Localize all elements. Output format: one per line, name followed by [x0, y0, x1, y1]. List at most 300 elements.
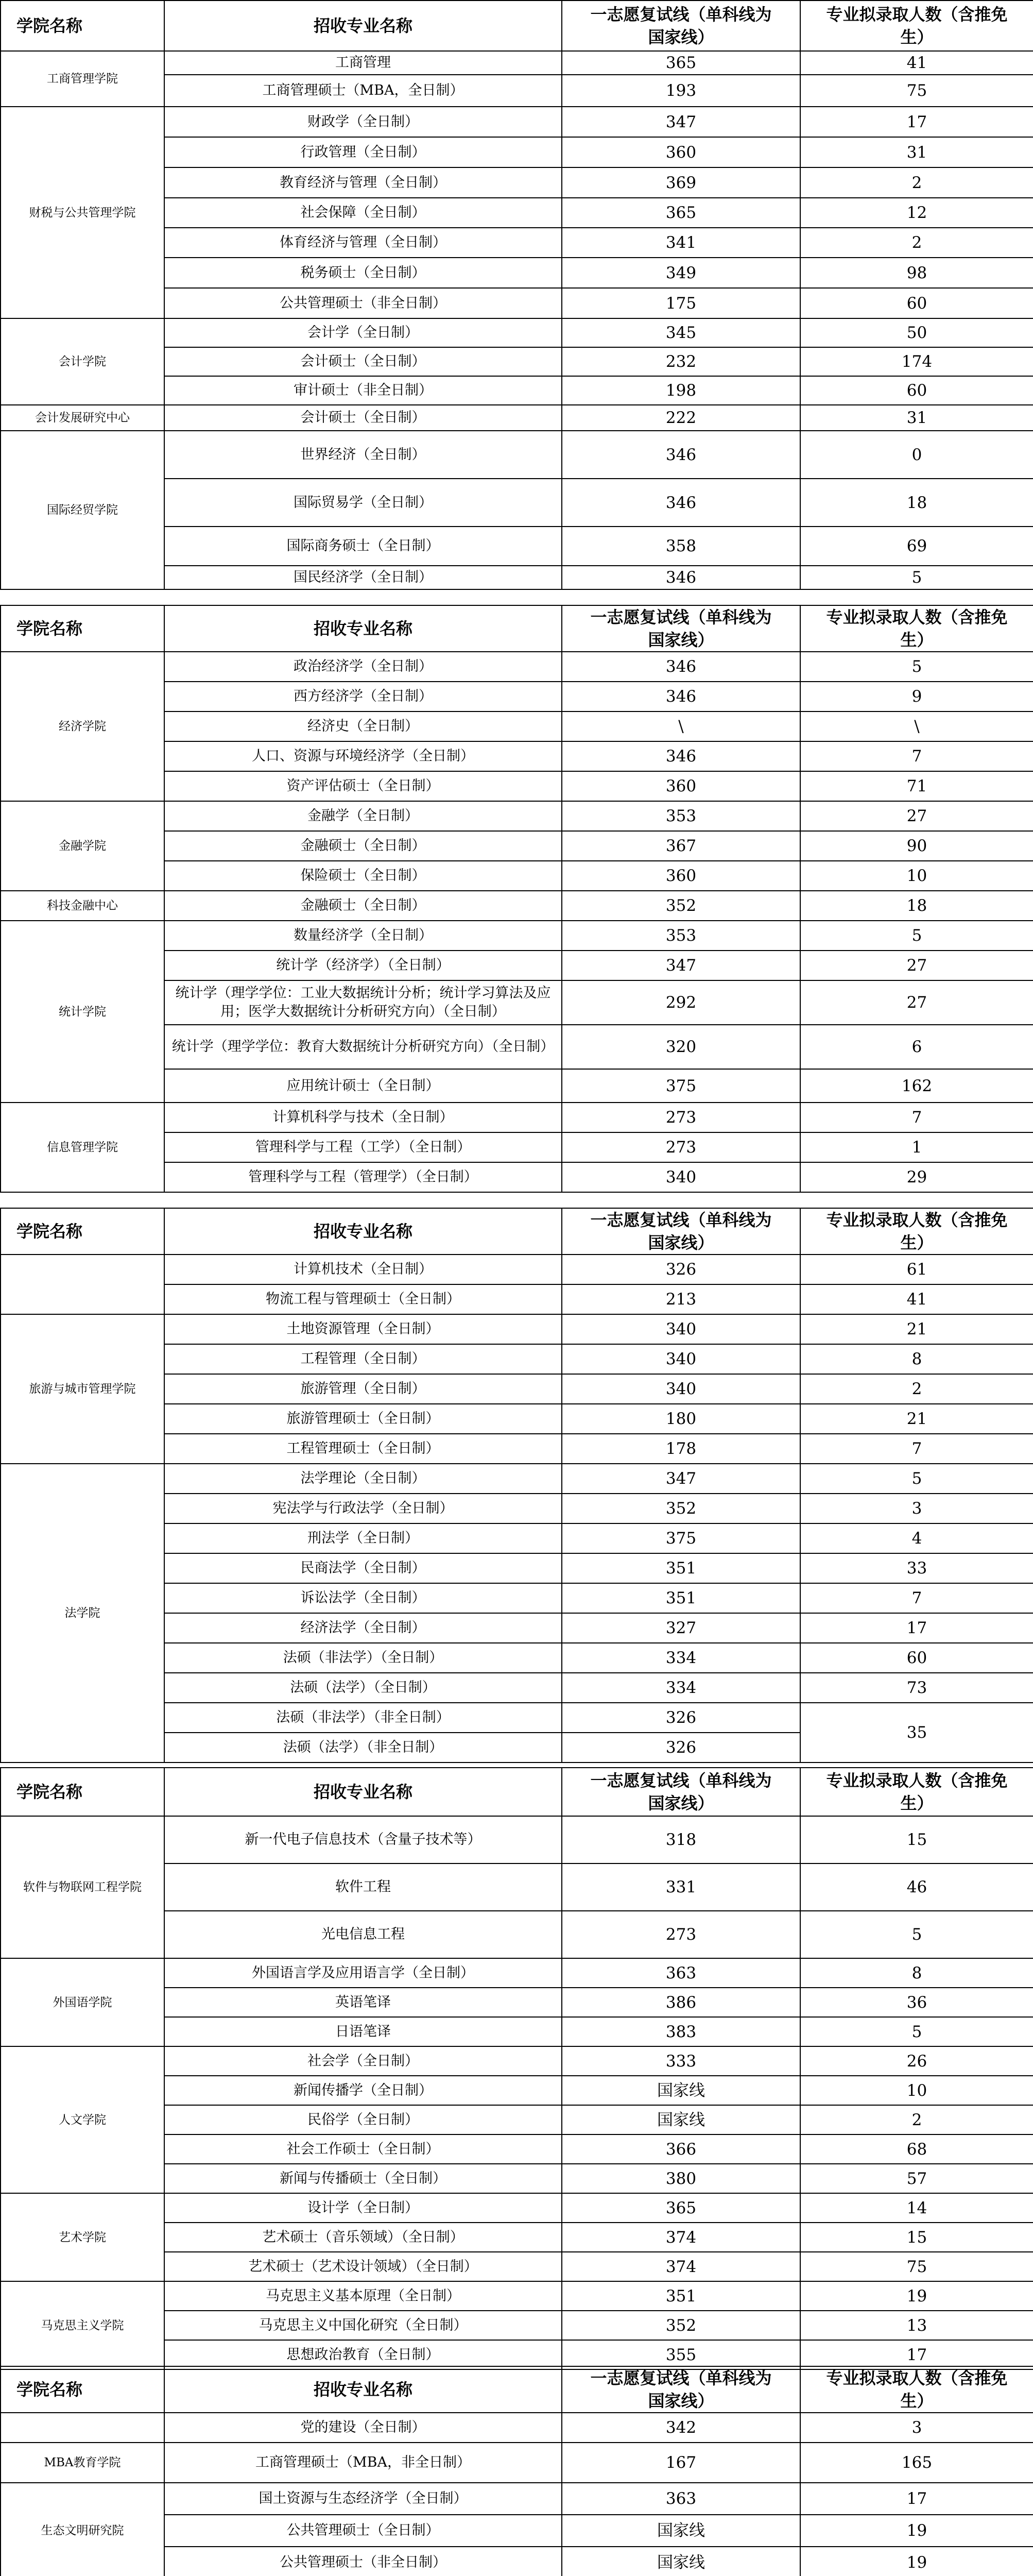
score-line-cell: 334 — [562, 1643, 800, 1673]
college-cell: 工商管理学院 — [1, 51, 164, 107]
score-line-cell: 273 — [562, 1132, 800, 1162]
table-row — [1, 318, 1033, 347]
score-line-cell: 347 — [562, 951, 800, 980]
header-count-line1: 专业拟录取人数（含推免 — [826, 2368, 1008, 2388]
major-cell: 数量经济学（全日制） — [164, 921, 562, 951]
score-line-cell: 327 — [562, 1613, 800, 1643]
major-cell: 管理科学与工程（管理学）（全日制） — [164, 1162, 562, 1192]
score-line-cell: 180 — [562, 1404, 800, 1434]
major-cell: 公共管理硕士（非全日制） — [164, 2547, 562, 2576]
score-line-cell: 360 — [562, 861, 800, 891]
college-cell: 经济学院 — [1, 652, 164, 801]
major-cell: 法硕（非法学）（非全日制） — [164, 1703, 562, 1733]
admit-count-cell: 6 — [800, 1025, 1033, 1069]
college-cell: 信息管理学院 — [1, 1103, 164, 1192]
major-cell: 人口、资源与环境经济学（全日制） — [164, 741, 562, 771]
college-cell: MBA教育学院 — [1, 2443, 164, 2483]
table-row — [1, 405, 1033, 431]
admit-count-cell: 0 — [800, 431, 1033, 479]
admit-count-cell: 60 — [800, 288, 1033, 318]
admit-count-cell: 8 — [800, 1344, 1033, 1374]
admit-count-cell: 17 — [800, 2483, 1033, 2515]
header-college: 学院名称 — [1, 1768, 164, 1816]
score-line-cell: 360 — [562, 771, 800, 801]
score-line-cell: 346 — [562, 479, 800, 527]
admit-count-cell: 50 — [800, 318, 1033, 347]
admit-count-cell: 18 — [800, 891, 1033, 921]
admit-count-cell: 46 — [800, 1863, 1033, 1911]
major-cell: 工商管理 — [164, 51, 562, 75]
score-line-cell: 222 — [562, 405, 800, 431]
major-cell: 国民经济学（全日制） — [164, 566, 562, 589]
major-cell: 国际贸易学（全日制） — [164, 479, 562, 527]
score-line-cell: 326 — [562, 1703, 800, 1733]
admit-count-cell: 60 — [800, 376, 1033, 405]
score-line-cell: 365 — [562, 2193, 800, 2223]
score-line-cell: 365 — [562, 51, 800, 75]
major-cell: 国土资源与生态经济学（全日制） — [164, 2483, 562, 2515]
header-line — [562, 605, 800, 652]
table-row — [1, 1314, 1033, 1344]
college-cell: 软件与物联网工程学院 — [1, 1816, 164, 1958]
score-line-cell: 346 — [562, 431, 800, 479]
header-line-line2: 国家线） — [648, 1233, 714, 1252]
admit-count-cell: 21 — [800, 1404, 1033, 1434]
score-line-cell: 340 — [562, 1344, 800, 1374]
header-count — [800, 2366, 1033, 2413]
score-line-cell: 352 — [562, 891, 800, 921]
college-cell — [1, 2413, 164, 2443]
admit-count-cell: 5 — [800, 566, 1033, 589]
major-cell: 保险硕士（全日制） — [164, 861, 562, 891]
admit-count-cell: 174 — [800, 347, 1033, 376]
admit-count-cell: 73 — [800, 1673, 1033, 1703]
major-cell: 英语笔译 — [164, 1988, 562, 2017]
score-line-cell: 213 — [562, 1284, 800, 1314]
score-line-cell: 375 — [562, 1069, 800, 1103]
admit-count-cell: 162 — [800, 1069, 1033, 1103]
major-cell: 教育经济与管理（全日制） — [164, 167, 562, 198]
admit-count-cell: 165 — [800, 2443, 1033, 2483]
score-line-cell: 352 — [562, 1494, 800, 1523]
score-line-cell: 326 — [562, 1255, 800, 1284]
admit-count-cell: 10 — [800, 2076, 1033, 2105]
admission-table-block — [0, 1767, 1033, 2370]
major-cell: 计算机科学与技术（全日制） — [164, 1103, 562, 1132]
major-cell: 金融学（全日制） — [164, 801, 562, 831]
admit-count-cell: 41 — [800, 51, 1033, 75]
admit-count-cell: 14 — [800, 2193, 1033, 2223]
admit-count-cell: 90 — [800, 831, 1033, 861]
admit-count-cell: 5 — [800, 1464, 1033, 1494]
major-cell: 会计硕士（全日制） — [164, 347, 562, 376]
table-header-row — [1, 605, 1033, 652]
admit-count-cell: 7 — [800, 1583, 1033, 1613]
table-row — [1, 1103, 1033, 1132]
score-line-cell: 347 — [562, 1464, 800, 1494]
major-cell: 会计学（全日制） — [164, 318, 562, 347]
admit-count-cell: 3 — [800, 1494, 1033, 1523]
score-line-cell: 353 — [562, 801, 800, 831]
score-line-cell: 198 — [562, 376, 800, 405]
header-count — [800, 605, 1033, 652]
admit-count-cell: 10 — [800, 861, 1033, 891]
college-cell: 国际经贸学院 — [1, 431, 164, 589]
table-header-row — [1, 2366, 1033, 2413]
admit-count-cell: 69 — [800, 527, 1033, 566]
admit-count-cell: 15 — [800, 2223, 1033, 2252]
header-count — [800, 1768, 1033, 1816]
score-line-cell: 363 — [562, 1958, 800, 1988]
major-cell: 党的建设（全日制） — [164, 2413, 562, 2443]
admit-count-cell: 2 — [800, 167, 1033, 198]
major-cell: 社会工作硕士（全日制） — [164, 2134, 562, 2164]
admit-count-cell: 1 — [800, 1132, 1033, 1162]
admit-count-cell: 17 — [800, 107, 1033, 137]
score-line-cell: 386 — [562, 1988, 800, 2017]
admit-count-cell: 5 — [800, 921, 1033, 951]
header-major: 招收专业名称 — [164, 1208, 562, 1255]
major-cell: 刑法学（全日制） — [164, 1523, 562, 1553]
table-row — [1, 2193, 1033, 2223]
major-cell: 体育经济与管理（全日制） — [164, 228, 562, 258]
score-line-cell: 232 — [562, 347, 800, 376]
table-row — [1, 1958, 1033, 1988]
major-cell: 公共管理硕士（非全日制） — [164, 288, 562, 318]
major-cell: 民商法学（全日制） — [164, 1553, 562, 1583]
table-header-row — [1, 1208, 1033, 1255]
score-line-cell: 193 — [562, 75, 800, 107]
admit-count-cell: 9 — [800, 682, 1033, 711]
score-line-cell: 175 — [562, 288, 800, 318]
score-line-cell: 358 — [562, 527, 800, 566]
score-line-cell: 346 — [562, 682, 800, 711]
score-line-cell: 345 — [562, 318, 800, 347]
admission-table-block — [0, 2366, 1033, 2576]
admit-count-cell: 71 — [800, 771, 1033, 801]
admission-table-block — [0, 0, 1033, 590]
score-line-cell: 374 — [562, 2223, 800, 2252]
score-line-cell: 国家线 — [562, 2076, 800, 2105]
header-line-line2: 国家线） — [648, 630, 714, 650]
score-line-cell: 365 — [562, 198, 800, 228]
college-cell: 生态文明研究院 — [1, 2483, 164, 2576]
major-cell: 艺术硕士（音乐领域）（全日制） — [164, 2223, 562, 2252]
admit-count-cell: \ — [800, 711, 1033, 741]
header-line-line1: 一志愿复试线（单科线为 — [590, 1771, 772, 1790]
header-college: 学院名称 — [1, 2366, 164, 2413]
major-cell: 审计硕士（非全日制） — [164, 376, 562, 405]
major-cell: 物流工程与管理硕士（全日制） — [164, 1284, 562, 1314]
major-cell: 法学理论（全日制） — [164, 1464, 562, 1494]
major-cell: 金融硕士（全日制） — [164, 891, 562, 921]
admit-count-cell: 68 — [800, 2134, 1033, 2164]
score-line-cell: 340 — [562, 1374, 800, 1404]
header-major: 招收专业名称 — [164, 605, 562, 652]
major-cell: 税务硕士（全日制） — [164, 258, 562, 288]
college-cell: 科技金融中心 — [1, 891, 164, 921]
table-row — [1, 2046, 1033, 2076]
admit-count-cell: 60 — [800, 1643, 1033, 1673]
admit-count-cell: 18 — [800, 479, 1033, 527]
header-line-line1: 一志愿复试线（单科线为 — [590, 2368, 772, 2388]
college-cell: 法学院 — [1, 1464, 164, 1762]
major-cell: 统计学（理学学位：工业大数据统计分析；统计学习算法及应用；医学大数据统计分析研究方向）（全日制） — [164, 980, 562, 1025]
score-line-cell: 334 — [562, 1673, 800, 1703]
major-cell: 统计学（经济学）（全日制） — [164, 951, 562, 980]
admit-count-cell: 3 — [800, 2413, 1033, 2443]
admit-count-cell: 17 — [800, 1613, 1033, 1643]
admit-count-cell: 75 — [800, 75, 1033, 107]
header-line-line2: 国家线） — [648, 1793, 714, 1813]
major-cell: 工程管理硕士（全日制） — [164, 1434, 562, 1464]
score-line-cell: 360 — [562, 137, 800, 167]
major-cell: 会计硕士（全日制） — [164, 405, 562, 431]
major-cell: 新闻传播学（全日制） — [164, 2076, 562, 2105]
admit-count-cell: 31 — [800, 137, 1033, 167]
admit-count-cell: 35 — [800, 1703, 1033, 1762]
header-count — [800, 1208, 1033, 1255]
header-count — [800, 1, 1033, 51]
table-row — [1, 891, 1033, 921]
admit-count-cell: 19 — [800, 2281, 1033, 2311]
admit-count-cell: 7 — [800, 1434, 1033, 1464]
admit-count-cell: 57 — [800, 2164, 1033, 2193]
major-cell: 马克思主义中国化研究（全日制） — [164, 2311, 562, 2340]
major-cell: 艺术硕士（艺术设计领域）（全日制） — [164, 2252, 562, 2281]
admit-count-cell: 15 — [800, 1816, 1033, 1863]
header-line-line1: 一志愿复试线（单科线为 — [590, 607, 772, 627]
major-cell: 国际商务硕士（全日制） — [164, 527, 562, 566]
major-cell: 软件工程 — [164, 1863, 562, 1911]
admit-count-cell: 29 — [800, 1162, 1033, 1192]
table-row — [1, 1255, 1033, 1284]
admit-count-cell: 5 — [800, 1911, 1033, 1958]
major-cell: 政治经济学（全日制） — [164, 652, 562, 682]
admit-count-cell: 12 — [800, 198, 1033, 228]
major-cell: 公共管理硕士（全日制） — [164, 2515, 562, 2547]
admit-count-cell: 36 — [800, 1988, 1033, 2017]
admit-count-cell: 61 — [800, 1255, 1033, 1284]
major-cell: 资产评估硕士（全日制） — [164, 771, 562, 801]
header-count-line1: 专业拟录取人数（含推免 — [826, 1771, 1008, 1790]
score-line-cell: 352 — [562, 2311, 800, 2340]
major-cell: 旅游管理（全日制） — [164, 1374, 562, 1404]
score-line-cell: 349 — [562, 258, 800, 288]
admit-count-cell: 27 — [800, 801, 1033, 831]
header-line — [562, 1208, 800, 1255]
table-row — [1, 2413, 1033, 2443]
major-cell: 西方经济学（全日制） — [164, 682, 562, 711]
college-cell: 金融学院 — [1, 801, 164, 891]
score-line-cell: 340 — [562, 1314, 800, 1344]
major-cell: 财政学（全日制） — [164, 107, 562, 137]
admit-count-cell: 5 — [800, 2017, 1033, 2046]
college-cell: 会计学院 — [1, 318, 164, 405]
admit-count-cell: 33 — [800, 1553, 1033, 1583]
major-cell: 光电信息工程 — [164, 1911, 562, 1958]
admit-count-cell: 19 — [800, 2547, 1033, 2576]
header-count-line2: 生） — [900, 1233, 934, 1252]
admit-count-cell: 21 — [800, 1314, 1033, 1344]
score-line-cell: 346 — [562, 652, 800, 682]
admit-count-cell: 7 — [800, 741, 1033, 771]
header-line-line1: 一志愿复试线（单科线为 — [590, 1210, 772, 1230]
college-cell: 旅游与城市管理学院 — [1, 1314, 164, 1464]
major-cell: 日语笔译 — [164, 2017, 562, 2046]
admit-count-cell: 2 — [800, 1374, 1033, 1404]
major-cell: 马克思主义基本原理（全日制） — [164, 2281, 562, 2311]
score-line-cell: 178 — [562, 1434, 800, 1464]
admit-count-cell: 5 — [800, 652, 1033, 682]
score-line-cell: 273 — [562, 1103, 800, 1132]
header-line — [562, 1768, 800, 1816]
score-line-cell: 383 — [562, 2017, 800, 2046]
admit-count-cell: 7 — [800, 1103, 1033, 1132]
header-line-line2: 国家线） — [648, 27, 714, 47]
header-major: 招收专业名称 — [164, 2366, 562, 2413]
header-major: 招收专业名称 — [164, 1, 562, 51]
score-line-cell: 292 — [562, 980, 800, 1025]
admit-count-cell: 2 — [800, 2105, 1033, 2134]
major-cell: 金融硕士（全日制） — [164, 831, 562, 861]
score-line-cell: 380 — [562, 2164, 800, 2193]
header-count-line2: 生） — [900, 630, 934, 650]
table-header-row — [1, 1768, 1033, 1816]
score-line-cell: 374 — [562, 2252, 800, 2281]
score-line-cell: 351 — [562, 1583, 800, 1613]
header-college: 学院名称 — [1, 1208, 164, 1255]
college-cell: 马克思主义学院 — [1, 2281, 164, 2369]
admit-count-cell: 13 — [800, 2311, 1033, 2340]
major-cell: 社会学（全日制） — [164, 2046, 562, 2076]
header-count-line2: 生） — [900, 2391, 934, 2411]
admit-count-cell: 75 — [800, 2252, 1033, 2281]
major-cell: 民俗学（全日制） — [164, 2105, 562, 2134]
major-cell: 宪法学与行政法学（全日制） — [164, 1494, 562, 1523]
major-cell: 经济法学（全日制） — [164, 1613, 562, 1643]
score-line-cell: 326 — [562, 1733, 800, 1762]
header-count-line1: 专业拟录取人数（含推免 — [826, 5, 1008, 24]
header-count-line2: 生） — [900, 1793, 934, 1813]
header-college: 学院名称 — [1, 605, 164, 652]
score-line-cell: 国家线 — [562, 2515, 800, 2547]
table-row — [1, 1816, 1033, 1863]
score-line-cell: 351 — [562, 1553, 800, 1583]
score-line-cell: 346 — [562, 741, 800, 771]
admit-count-cell: 19 — [800, 2515, 1033, 2547]
table-row — [1, 51, 1033, 75]
admit-count-cell: 98 — [800, 258, 1033, 288]
major-cell: 设计学（全日制） — [164, 2193, 562, 2223]
college-cell: 人文学院 — [1, 2046, 164, 2193]
header-college: 学院名称 — [1, 1, 164, 51]
score-line-cell: 363 — [562, 2483, 800, 2515]
header-line-line2: 国家线） — [648, 2391, 714, 2411]
admit-count-cell: 8 — [800, 1958, 1033, 1988]
major-cell: 行政管理（全日制） — [164, 137, 562, 167]
header-count-line2: 生） — [900, 27, 934, 47]
admit-count-cell: 27 — [800, 980, 1033, 1025]
major-cell: 旅游管理硕士（全日制） — [164, 1404, 562, 1434]
score-line-cell: 347 — [562, 107, 800, 137]
table-row — [1, 1464, 1033, 1494]
header-line-line1: 一志愿复试线（单科线为 — [590, 5, 772, 24]
score-line-cell: 国家线 — [562, 2105, 800, 2134]
score-line-cell: 342 — [562, 2413, 800, 2443]
admit-count-cell: 41 — [800, 1284, 1033, 1314]
header-count-line1: 专业拟录取人数（含推免 — [826, 607, 1008, 627]
table-row — [1, 107, 1033, 137]
score-line-cell: 331 — [562, 1863, 800, 1911]
score-line-cell: 367 — [562, 831, 800, 861]
major-cell: 管理科学与工程（工学）（全日制） — [164, 1132, 562, 1162]
score-line-cell: 273 — [562, 1911, 800, 1958]
major-cell: 工商管理硕士（MBA，非全日制） — [164, 2443, 562, 2483]
score-line-cell: 340 — [562, 1162, 800, 1192]
table-row — [1, 921, 1033, 951]
score-line-cell: 333 — [562, 2046, 800, 2076]
admit-count-cell: 2 — [800, 228, 1033, 258]
admit-count-cell: 27 — [800, 951, 1033, 980]
table-row — [1, 2443, 1033, 2483]
college-cell: 财税与公共管理学院 — [1, 107, 164, 318]
table-row — [1, 801, 1033, 831]
score-line-cell: 355 — [562, 2340, 800, 2369]
admission-table-block — [0, 1208, 1033, 1763]
score-line-cell: 346 — [562, 566, 800, 589]
major-cell: 应用统计硕士（全日制） — [164, 1069, 562, 1103]
major-cell: 新闻与传播硕士（全日制） — [164, 2164, 562, 2193]
major-cell: 外国语言学及应用语言学（全日制） — [164, 1958, 562, 1988]
major-cell: 社会保障（全日制） — [164, 198, 562, 228]
score-line-cell: 318 — [562, 1816, 800, 1863]
table-row — [1, 2281, 1033, 2311]
major-cell: 统计学（理学学位：教育大数据统计分析研究方向）（全日制） — [164, 1025, 562, 1069]
score-line-cell: 国家线 — [562, 2547, 800, 2576]
major-cell: 世界经济（全日制） — [164, 431, 562, 479]
header-line — [562, 2366, 800, 2413]
table-row — [1, 431, 1033, 479]
major-cell: 工程管理（全日制） — [164, 1344, 562, 1374]
major-cell: 计算机技术（全日制） — [164, 1255, 562, 1284]
major-cell: 法硕（法学）（全日制） — [164, 1673, 562, 1703]
header-count-line1: 专业拟录取人数（含推免 — [826, 1210, 1008, 1230]
header-major: 招收专业名称 — [164, 1768, 562, 1816]
major-cell: 经济史（全日制） — [164, 711, 562, 741]
header-line — [562, 1, 800, 51]
major-cell: 新一代电子信息技术（含量子技术等） — [164, 1816, 562, 1863]
admit-count-cell: 26 — [800, 2046, 1033, 2076]
college-cell: 艺术学院 — [1, 2193, 164, 2281]
score-line-cell: 353 — [562, 921, 800, 951]
score-line-cell: 167 — [562, 2443, 800, 2483]
score-line-cell: \ — [562, 711, 800, 741]
score-line-cell: 375 — [562, 1523, 800, 1553]
score-line-cell: 369 — [562, 167, 800, 198]
score-line-cell: 341 — [562, 228, 800, 258]
admit-count-cell: 31 — [800, 405, 1033, 431]
admit-count-cell: 4 — [800, 1523, 1033, 1553]
table-header-row — [1, 1, 1033, 51]
major-cell: 法硕（法学）（非全日制） — [164, 1733, 562, 1762]
score-line-cell: 320 — [562, 1025, 800, 1069]
major-cell: 思想政治教育（全日制） — [164, 2340, 562, 2369]
table-row — [1, 2483, 1033, 2515]
score-line-cell: 366 — [562, 2134, 800, 2164]
major-cell: 土地资源管理（全日制） — [164, 1314, 562, 1344]
admit-count-cell: 17 — [800, 2340, 1033, 2369]
